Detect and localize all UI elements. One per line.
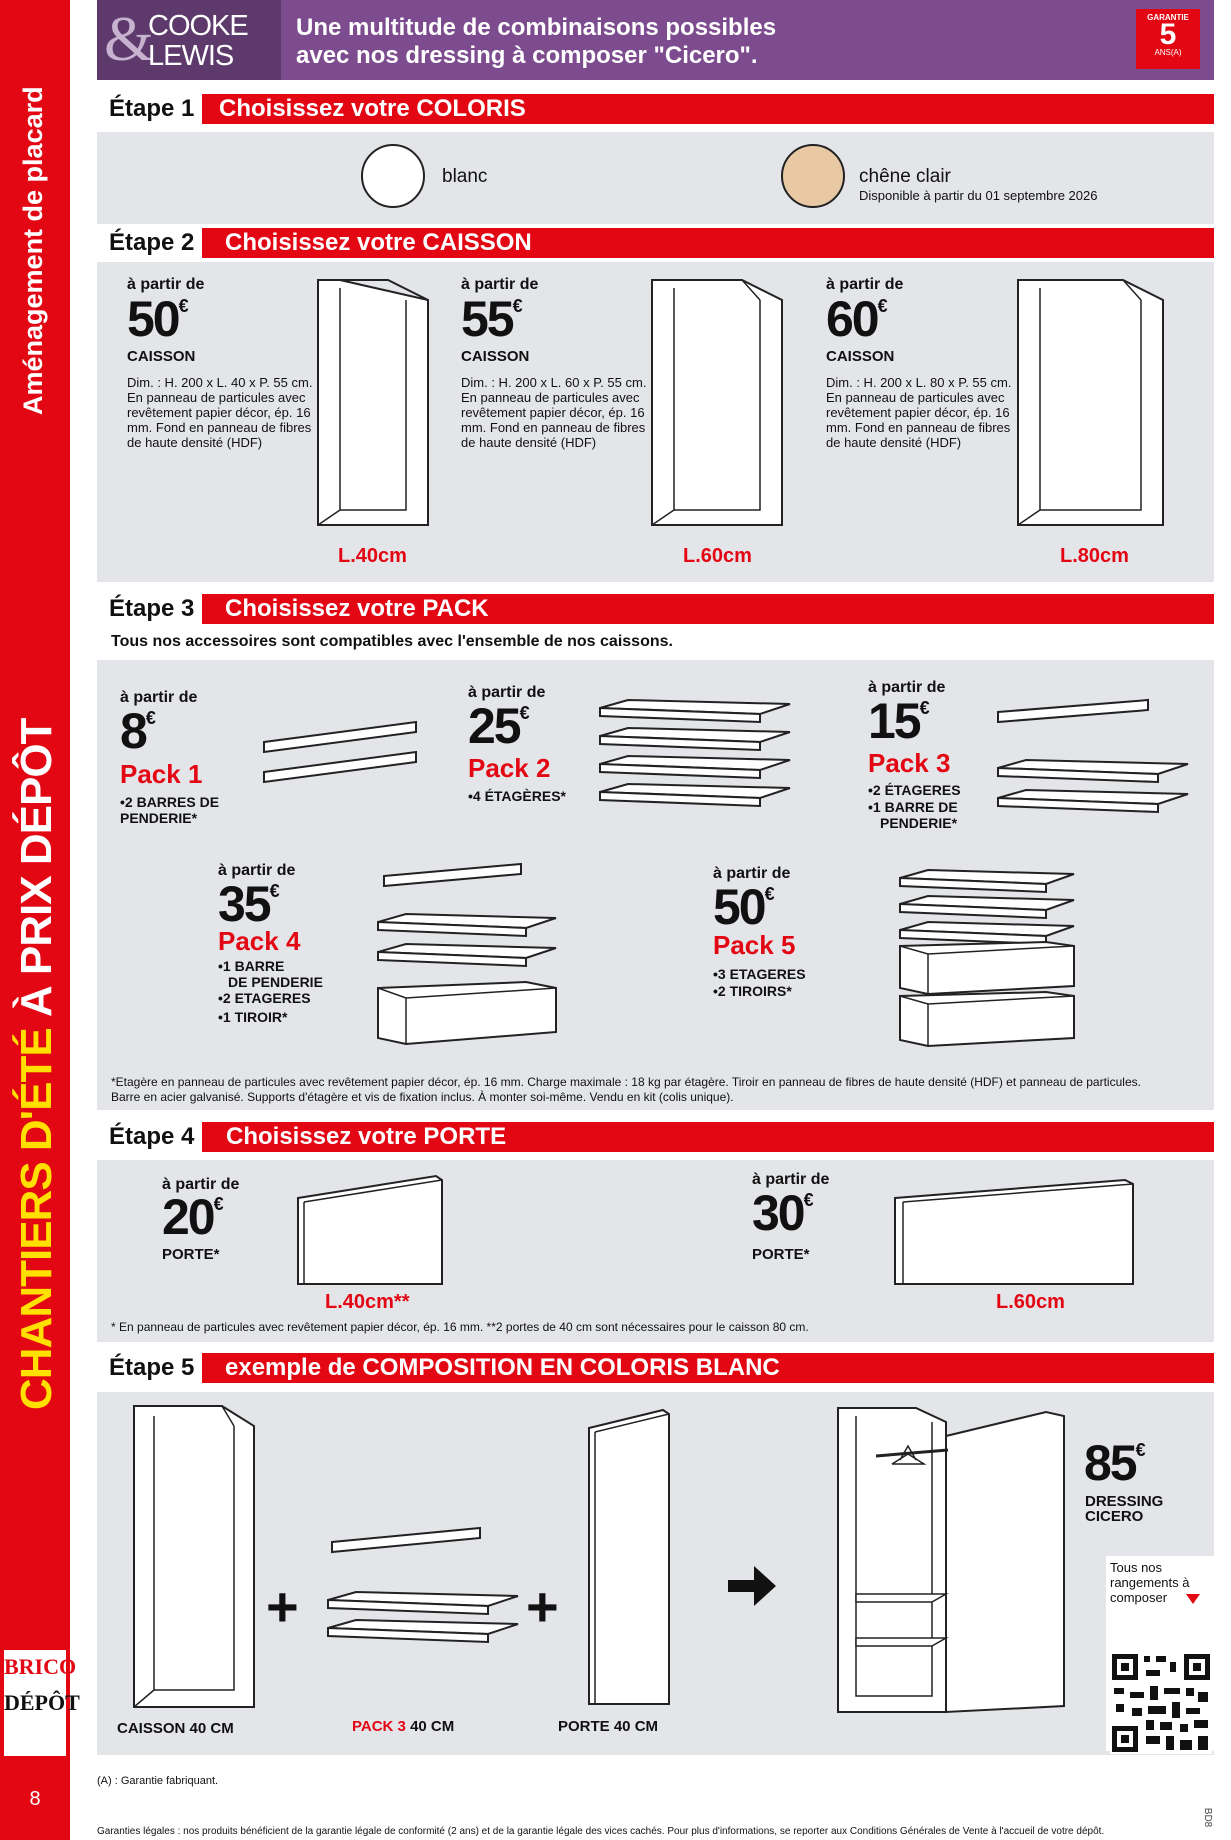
brand-line2: LEWIS bbox=[148, 40, 234, 72]
porte60-name: PORTE* bbox=[752, 1246, 810, 1263]
header-title-line2: avec nos dressing à composer "Cicero". bbox=[296, 42, 758, 69]
step3-note-line2: Barre en acier galvanisé. Supports d'étagère et vis de fixation inclus. À monter soi-même. Vendu en kit (colis unique). bbox=[111, 1090, 734, 1104]
section-title: Aménagement de placard bbox=[18, 86, 48, 415]
plus-icon-2: + bbox=[526, 1575, 559, 1638]
garantie-badge bbox=[1136, 9, 1200, 69]
pack3-line1: •2 ÉTAGERES bbox=[868, 782, 961, 798]
color-name-blanc: blanc bbox=[442, 166, 488, 187]
garantie-label: GARANTIE bbox=[1147, 13, 1189, 22]
ampersand-logo-icon: & bbox=[104, 3, 154, 74]
color-name-chene: chêne clair bbox=[859, 166, 951, 187]
logo-line1: BRICO bbox=[4, 1654, 77, 1679]
pack5-from: à partir de bbox=[713, 865, 791, 882]
pack4-name: Pack 4 bbox=[218, 926, 301, 956]
porte40-price: 20€ bbox=[162, 1189, 222, 1245]
garantie-note: (A) : Garantie fabriquant. bbox=[97, 1775, 219, 1787]
header-title-line1: Une multitude de combinaisons possibles bbox=[296, 14, 777, 41]
porte60-from: à partir de bbox=[752, 1171, 830, 1188]
step3-note-line1: *Etagère en panneau de particules avec revêtement papier décor, ép. 16 mm. Charge maximale : 18 kg par étagère. Tiroir en panneau de fibres de haute densité (HDF) et panneau de particules. bbox=[111, 1075, 1141, 1089]
pack4-from: à partir de bbox=[218, 862, 296, 879]
step4-bar bbox=[97, 1122, 1214, 1152]
logo-line2: DÉPÔT bbox=[4, 1690, 80, 1715]
caisson80-width: L.80cm bbox=[1060, 545, 1129, 567]
arrow-down-icon bbox=[1186, 1594, 1200, 1604]
pack2-illustration bbox=[598, 700, 793, 810]
pack5-line2: •2 TIROIRS* bbox=[713, 983, 792, 999]
step5-label: Étape 5 bbox=[97, 1353, 202, 1383]
composition-caisson-illustration bbox=[132, 1404, 257, 1709]
porte60-width: L.60cm bbox=[996, 1291, 1065, 1313]
garantie-unit: ANS(A) bbox=[1154, 48, 1182, 57]
caisson60-price: 55€ bbox=[461, 291, 521, 347]
caisson80-desc: Dim. : H. 200 x L. 80 x P. 55 cm. En panneau de particules avec revêtement papier décor, ép. 16 mm. Fond en panneau de fibres de haute densité (HDF) bbox=[826, 375, 1012, 450]
promo-part2: À PRIX DÉPÔT bbox=[12, 718, 61, 1018]
caption-caisson: CAISSON 40 CM bbox=[117, 1720, 234, 1737]
promo-part1: CHANTIERS D'ÉTÉ bbox=[12, 1017, 61, 1410]
caisson60-width: L.60cm bbox=[683, 545, 752, 567]
pack5-illustration bbox=[898, 866, 1078, 1051]
caisson40-name: CAISSON bbox=[127, 348, 196, 365]
step3-bar bbox=[97, 594, 1214, 624]
pack2-price: 25€ bbox=[468, 698, 528, 754]
pack5-name: Pack 5 bbox=[713, 930, 796, 960]
step4-title: Choisissez votre PORTE bbox=[226, 1123, 507, 1150]
pack4-line1: •1 BARRE bbox=[218, 958, 285, 974]
composition-porte-illustration bbox=[587, 1410, 672, 1706]
pack2-line1: •4 ÉTAGÈRES* bbox=[468, 788, 566, 804]
qr-text-line2: rangements à bbox=[1110, 1575, 1190, 1590]
caption-pack: PACK 3 40 CM bbox=[352, 1718, 455, 1735]
qr-text-line1: Tous nos bbox=[1110, 1560, 1163, 1575]
step5-bar bbox=[97, 1353, 1214, 1383]
garantie-years: 5 bbox=[1159, 18, 1177, 51]
promo-title bbox=[12, 719, 62, 1410]
porte40-name: PORTE* bbox=[162, 1246, 220, 1263]
arrow-right-icon bbox=[728, 1564, 778, 1608]
caisson80-illustration bbox=[1018, 280, 1163, 525]
pack1-line2: PENDERIE* bbox=[120, 810, 198, 826]
pack1-illustration bbox=[258, 712, 423, 782]
caisson40-desc: Dim. : H. 200 x L. 40 x P. 55 cm. En panneau de particules avec revêtement papier décor, ép. 16 mm. Fond en panneau de fibres de haute densité (HDF) bbox=[127, 375, 313, 450]
step1-title: Choisissez votre COLORIS bbox=[219, 95, 526, 122]
pack3-name: Pack 3 bbox=[868, 748, 951, 778]
pack3-illustration bbox=[996, 698, 1191, 823]
step2-label: Étape 2 bbox=[97, 228, 202, 258]
pack3-line3: PENDERIE* bbox=[880, 815, 958, 831]
step4-label: Étape 4 bbox=[97, 1122, 202, 1152]
porte60-illustration bbox=[893, 1180, 1138, 1284]
caisson40-width: L.40cm bbox=[338, 545, 407, 567]
step3-label: Étape 3 bbox=[97, 594, 202, 624]
step4-note: * En panneau de particules avec revêtement papier décor, ép. 16 mm. **2 portes de 40 cm sont nécessaires pour le caisson 80 cm. bbox=[111, 1320, 809, 1334]
pack3-price: 15€ bbox=[868, 693, 928, 749]
pack4-price: 35€ bbox=[218, 876, 278, 932]
pack4-line3: •2 ETAGERES bbox=[218, 990, 311, 1006]
result-price: 85€ bbox=[1084, 1435, 1144, 1491]
step2-bar bbox=[97, 228, 1214, 258]
step3-title: Choisissez votre PACK bbox=[225, 595, 489, 622]
color-availability-note: Disponible à partir du 01 septembre 2026 bbox=[859, 188, 1098, 203]
pack5-price: 50€ bbox=[713, 879, 773, 935]
brico-depot-logo bbox=[4, 1650, 80, 1756]
caisson60-from: à partir de bbox=[461, 276, 539, 293]
porte40-illustration bbox=[296, 1176, 446, 1284]
step2-title: Choisissez votre CAISSON bbox=[225, 229, 532, 256]
pack4-line4: •1 TIROIR* bbox=[218, 1009, 288, 1025]
caisson40-price: 50€ bbox=[127, 291, 187, 347]
pack4-illustration bbox=[376, 862, 561, 1047]
legal-note: Garanties légales : nos produits bénéficient de la garantie légale de conformité (2 ans) et de la garantie légale des vices cachés. Pour plus d'informations, se reporter aux Conditions Générales de Vente à l'accueil de votre dépôt. bbox=[97, 1826, 1105, 1837]
step1-bar bbox=[97, 94, 1214, 124]
qr-text-line3: composer bbox=[1110, 1590, 1168, 1605]
pack4-line2: DE PENDERIE bbox=[228, 974, 323, 990]
step5-title: exemple de COMPOSITION EN COLORIS BLANC bbox=[225, 1354, 780, 1381]
pack5-line1: •3 ETAGERES bbox=[713, 966, 806, 982]
caisson60-desc: Dim. : H. 200 x L. 60 x P. 55 cm. En panneau de particules avec revêtement papier décor, ép. 16 mm. Fond en panneau de fibres de haute densité (HDF) bbox=[461, 375, 647, 450]
plus-icon-1: + bbox=[266, 1575, 299, 1638]
caisson80-from: à partir de bbox=[826, 276, 904, 293]
porte40-width: L.40cm** bbox=[325, 1291, 410, 1313]
caisson60-illustration bbox=[652, 280, 782, 525]
composition-pack3-illustration bbox=[326, 1526, 521, 1646]
pack3-line2: •1 BARRE DE bbox=[868, 799, 958, 815]
caisson60-name: CAISSON bbox=[461, 348, 530, 365]
caisson40-illustration bbox=[318, 280, 428, 525]
page-number: 8 bbox=[29, 1788, 41, 1810]
page-ref: BD8 bbox=[1202, 1807, 1214, 1828]
porte40-from: à partir de bbox=[162, 1176, 240, 1193]
result-name-line2: CICERO bbox=[1085, 1508, 1144, 1525]
step3-subtitle: Tous nos accessoires sont compatibles avec l'ensemble de nos caissons. bbox=[111, 633, 673, 650]
composition-result-illustration bbox=[836, 1406, 1066, 1716]
pack3-from: à partir de bbox=[868, 679, 946, 696]
caisson80-name: CAISSON bbox=[826, 348, 895, 365]
pack1-from: à partir de bbox=[120, 689, 198, 706]
step1-panel bbox=[97, 132, 1214, 224]
pack2-name: Pack 2 bbox=[468, 753, 551, 783]
pack1-line1: •2 BARRES DE bbox=[120, 794, 220, 810]
pack2-from: à partir de bbox=[468, 684, 546, 701]
color-swatch-blanc[interactable] bbox=[361, 144, 425, 208]
porte60-price: 30€ bbox=[752, 1185, 812, 1241]
step1-label: Étape 1 bbox=[97, 94, 202, 124]
pack1-name: Pack 1 bbox=[120, 759, 203, 789]
caisson80-price: 60€ bbox=[826, 291, 886, 347]
brand-line1: COOKE bbox=[148, 10, 248, 42]
qr-code-icon[interactable] bbox=[1110, 1652, 1212, 1754]
color-swatch-chene-clair[interactable] bbox=[781, 144, 845, 208]
caisson40-from: à partir de bbox=[127, 276, 205, 293]
caption-porte: PORTE 40 CM bbox=[558, 1718, 659, 1735]
result-name-line1: DRESSING bbox=[1085, 1493, 1164, 1510]
pack1-price: 8€ bbox=[120, 703, 154, 759]
